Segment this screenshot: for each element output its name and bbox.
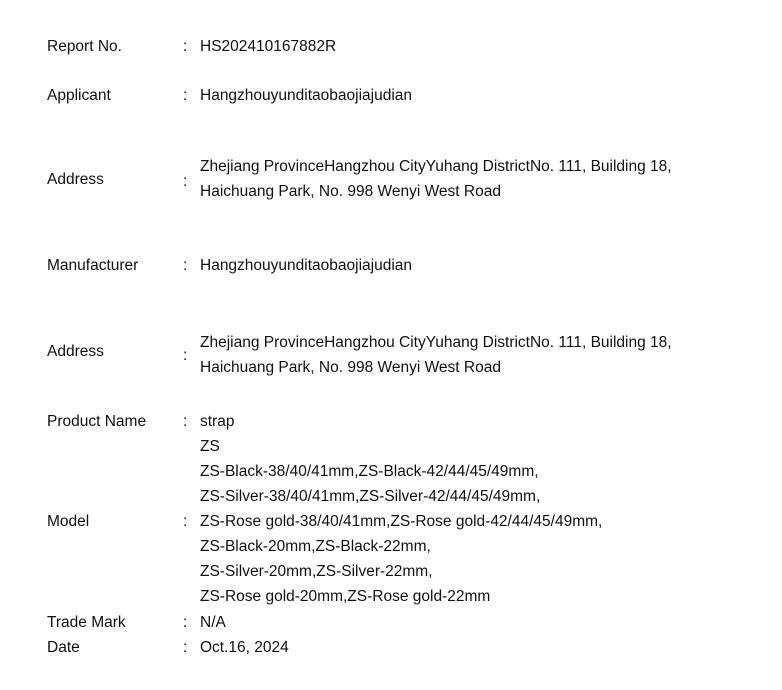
applicant-value: Hangzhouyunditaobaojiajudian xyxy=(200,87,413,104)
trade-mark-label: Trade Mark xyxy=(47,614,126,631)
report-no-colon: : xyxy=(183,38,188,55)
model-line: ZS-Silver-38/40/41mm,ZS-Silver-42/44/45/49mm, xyxy=(200,488,541,505)
report-no-label: Report No. xyxy=(47,38,122,55)
model-line: ZS-Black-38/40/41mm,ZS-Black-42/44/45/49mm, xyxy=(200,463,539,480)
report-no-value: HS202410167882R xyxy=(200,38,337,55)
applicant-address-line: Haichuang Park, No. 998 Wenyi West Road xyxy=(200,183,501,200)
manufacturer-colon: : xyxy=(183,257,188,274)
manufacturer-address-colon: : xyxy=(183,347,188,364)
model-line: ZS-Black-20mm,ZS-Black-22mm, xyxy=(200,538,431,555)
model-line: ZS xyxy=(200,438,220,455)
manufacturer-label: Manufacturer xyxy=(47,257,139,274)
manufacturer-address-value xyxy=(200,330,672,380)
manufacturer-address-label: Address xyxy=(47,343,104,360)
model-line: ZS-Silver-20mm,ZS-Silver-22mm, xyxy=(200,563,433,580)
applicant-label: Applicant xyxy=(47,87,111,104)
model-line: ZS-Rose gold-20mm,ZS-Rose gold-22mm xyxy=(200,588,491,605)
model-value xyxy=(200,434,602,609)
model-line: ZS-Rose gold-38/40/41mm,ZS-Rose gold-42/44/45/49mm, xyxy=(200,513,603,530)
applicant-address-label: Address xyxy=(47,171,104,188)
date-colon: : xyxy=(183,639,188,656)
date-label: Date xyxy=(47,639,80,656)
product-name-value: strap xyxy=(200,413,235,430)
product-name-label: Product Name xyxy=(47,413,147,430)
applicant-address-line: Zhejiang ProvinceHangzhou CityYuhang DistrictNo. 111, Building 18, xyxy=(200,158,672,175)
product-name-colon: : xyxy=(183,413,188,430)
applicant-address-value xyxy=(200,154,672,204)
manufacturer-address-line: Haichuang Park, No. 998 Wenyi West Road xyxy=(200,359,501,376)
trade-mark-value: N/A xyxy=(200,614,226,631)
manufacturer-value: Hangzhouyunditaobaojiajudian xyxy=(200,257,413,274)
date-value: Oct.16, 2024 xyxy=(200,639,289,656)
model-label: Model xyxy=(47,513,90,530)
manufacturer-address-line: Zhejiang ProvinceHangzhou CityYuhang DistrictNo. 111, Building 18, xyxy=(200,334,672,351)
applicant-colon: : xyxy=(183,87,188,104)
applicant-address-colon: : xyxy=(183,173,188,190)
trade-mark-colon: : xyxy=(183,614,188,631)
model-colon: : xyxy=(183,513,188,530)
